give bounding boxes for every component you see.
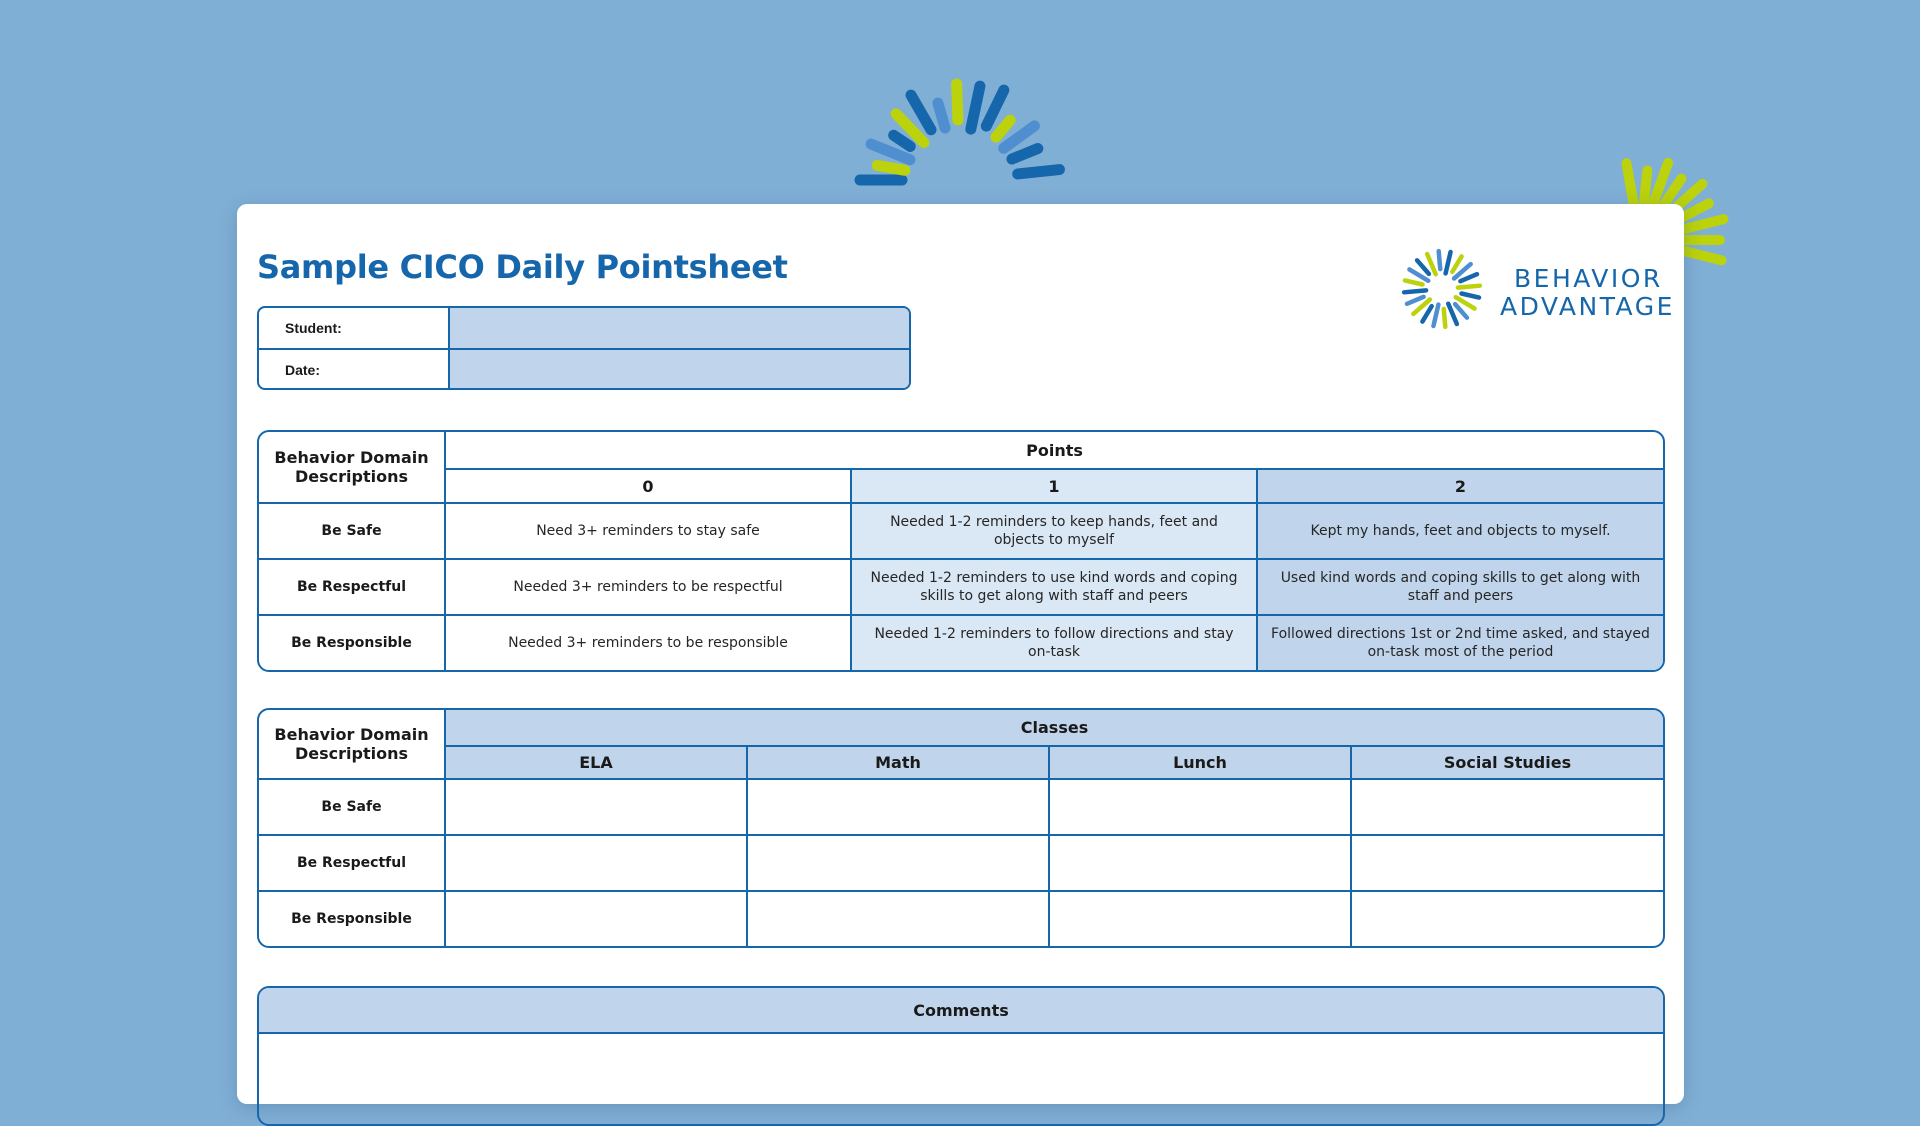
comments-field[interactable] [259,1034,1663,1126]
student-field[interactable] [450,308,909,348]
behavior-advantage-logo [1400,247,1675,337]
burst-dash [1417,260,1429,274]
points-cell: Needed 3+ reminders to be respectful [446,560,852,616]
page-title: Sample CICO Daily Pointsheet [257,248,788,286]
burst-dash [1644,170,1647,202]
points-col-2: 2 [1258,470,1663,504]
table-row [259,780,1663,836]
points-cell: Needed 1-2 reminders to follow directions and stay on-task [852,616,1258,670]
table-row [259,560,1663,616]
brand-name [1500,265,1675,321]
classes-table [257,708,1665,948]
burst-dash [1461,293,1479,297]
comments-box [257,986,1665,1126]
brand-line-1: BEHAVIOR [1514,264,1663,293]
points-cell: Need 3+ reminders to stay safe [446,504,852,560]
points-cell: Followed directions 1st or 2nd time asked, and stayed on-task most of the period [1258,616,1663,670]
points-cell: Used kind words and coping skills to get along with staff and peers [1258,560,1663,616]
score-cell[interactable] [748,780,1050,836]
score-cell[interactable] [1352,892,1663,946]
burst-dash [957,84,958,120]
table-row [259,892,1663,946]
score-cell[interactable] [1050,780,1352,836]
class-col-social-studies: Social Studies [1352,747,1663,780]
sunburst-decoration [840,40,1080,190]
pointsheet-page [237,204,1684,1104]
brand-line-2: ADVANTAGE [1500,292,1675,321]
score-cell[interactable] [1050,892,1352,946]
burst-dash [877,165,905,170]
burst-dash [1460,274,1477,281]
score-cell[interactable] [446,892,748,946]
score-cell[interactable] [1050,836,1352,892]
class-col-lunch: Lunch [1050,747,1352,780]
score-cell[interactable] [446,836,748,892]
row-label-be-safe: Be Safe [259,504,446,560]
points-col-1: 1 [852,470,1258,504]
class-col-math: Math [748,747,1050,780]
table-row [259,616,1663,670]
score-cell[interactable] [748,836,1050,892]
burst-dash [1012,149,1038,159]
points-cell: Kept my hands, feet and objects to myself. [1258,504,1663,560]
student-label: Student: [259,308,450,348]
table-row [259,504,1663,560]
burst-dash [1444,309,1446,327]
score-cell[interactable] [446,780,748,836]
score-cell[interactable] [748,892,1050,946]
row-label-be-respectful: Be Respectful [259,836,446,892]
burst-dash [986,90,1004,126]
burst-dash [1404,290,1426,292]
comments-label: Comments [259,988,1663,1034]
table-row [259,836,1663,892]
points-cell: Needed 1-2 reminders to use kind words and coping skills to get along with staff and peers [852,560,1258,616]
row-label-be-respectful: Be Respectful [259,560,446,616]
burst-dash [1407,297,1424,304]
points-group-header: Points [446,432,1663,470]
points-cell: Needed 3+ reminders to be responsible [446,616,852,670]
class-col-ela: ELA [446,747,748,780]
burst-dash [1455,304,1467,318]
score-cell[interactable] [1352,780,1663,836]
burst-dash [1458,286,1480,288]
burst-dash [938,103,945,128]
burst-dash [996,120,1010,137]
burst-dash [894,135,911,146]
date-row [259,348,909,390]
points-table [257,430,1665,672]
points-col-0: 0 [446,470,852,504]
points-domain-header: Behavior Domain Descriptions [259,432,446,504]
burst-dash [1018,170,1060,174]
points-cell: Needed 1-2 reminders to keep hands, feet and objects to myself [852,504,1258,560]
burst-dash [971,86,980,129]
burst-dash [1405,280,1423,284]
burst-dash [1433,305,1438,326]
burst-dash [1452,256,1461,271]
classes-group-header: Classes [446,710,1663,747]
burst-dash [1446,252,1451,273]
date-label: Date: [259,350,450,390]
burst-dash [1422,306,1431,321]
behavior-advantage-logo-icon [1400,247,1484,331]
row-label-be-responsible: Be Responsible [259,616,446,670]
burst-dash [1626,163,1633,204]
student-row [259,308,909,348]
date-field[interactable] [450,350,909,390]
score-cell[interactable] [1352,836,1663,892]
row-label-be-safe: Be Safe [259,780,446,836]
burst-dash [1439,251,1441,269]
row-label-be-responsible: Be Responsible [259,892,446,946]
student-info-box [257,306,911,390]
classes-domain-header: Behavior Domain Descriptions [259,710,446,780]
